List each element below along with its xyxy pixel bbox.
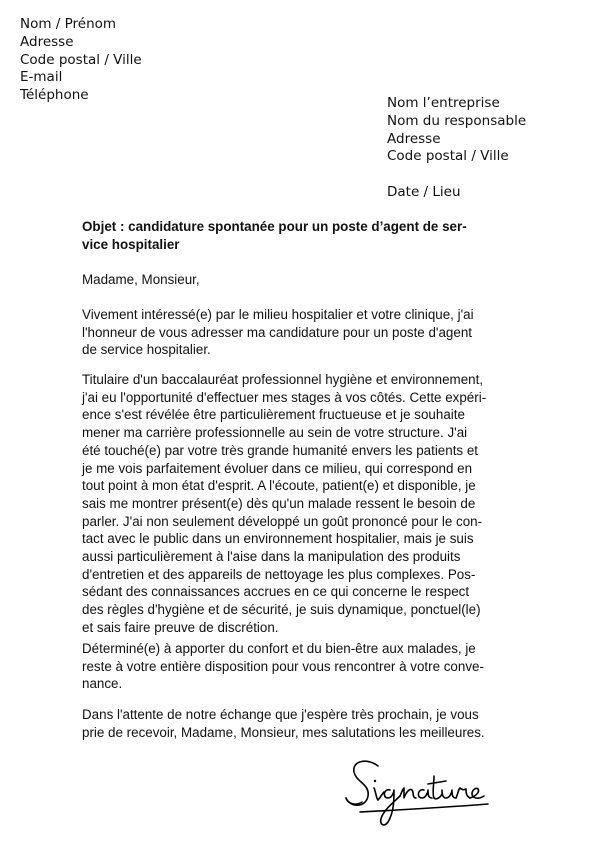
paragraph-line: l'honneur de vous adresser ma candidature pour un poste d'agent (82, 324, 472, 340)
paragraph-line: été touché(e) par votre très grande humanité envers les patients et (82, 442, 478, 458)
paragraph-line: et sais faire preuve de discrétion. (82, 619, 279, 635)
sender-name: Nom / Prénom (20, 16, 117, 32)
paragraph-experience (82, 371, 522, 637)
paragraph-line: Titulaire d'un baccalauréat professionnel hygiène et environnement, (82, 372, 484, 387)
paragraph-closing (82, 706, 522, 741)
sender-block (20, 16, 142, 105)
paragraph-line: mener ma carrière professionnelle au sein de votre structure. J'ai (82, 425, 468, 441)
paragraph-line: Déterminé(e) à apporter du confort et du bien-être aux malades, je (82, 641, 476, 656)
paragraph-line: tact avec le public dans un environnement hospitalier, mais je suis (82, 531, 474, 547)
paragraph-line: tout point à mon état d'esprit. A l'écoute, patient(e) et disponible, je (82, 478, 476, 494)
paragraph-line: des règles d'hygiène et de sécurité, je suis dynamique, ponctuel(le) (82, 602, 481, 618)
paragraph-line: je me vois parfaitement évoluer dans ce milieu, qui correspond en (82, 460, 473, 476)
paragraph-line: sédant des connaissances accrues en ce qui concerne le respect (82, 584, 470, 600)
paragraph-intro (82, 306, 522, 359)
subject-line-1: Objet : candidature spontanée pour un poste d’agent de ser- (82, 219, 467, 234)
signature-image (338, 752, 498, 832)
recipient-company: Nom l’entreprise (387, 95, 500, 111)
recipient-address: Adresse (387, 130, 441, 147)
recipient-manager: Nom du responsable (387, 112, 527, 129)
salutation: Madame, Monsieur, (82, 272, 200, 287)
paragraph-line: nance. (82, 676, 123, 692)
paragraph-line: d'entretien et des appareils de nettoyage les plus complexes. Pos- (82, 566, 476, 582)
paragraph-line: aussi particulièrement à l'aise dans la manipulation des produits (82, 549, 461, 565)
paragraph-line: Vivement intéressé(e) par le milieu hospitalier et votre clinique, j'ai (82, 307, 474, 322)
paragraph-availability (82, 640, 522, 693)
sender-postal-city: Code postal / Ville (20, 51, 142, 68)
sender-address: Adresse (20, 33, 74, 50)
subject-line-2: vice hospitalier (82, 236, 180, 252)
recipient-block (387, 95, 526, 166)
subject-line (82, 218, 522, 253)
paragraph-line: prie de recevoir, Madame, Monsieur, mes salutations les meilleures. (82, 724, 485, 740)
paragraph-line: parler. J'ai non seulement développé un goût prononcé pour le con- (82, 513, 483, 529)
paragraph-line: Dans l'attente de notre échange que j'espère très prochain, je vous (82, 707, 479, 722)
paragraph-line: j'ai eu l'opportunité d'effectuer mes stages à vos côtés. Cette expéri- (82, 389, 487, 405)
recipient-postal-city: Code postal / Ville (387, 148, 509, 165)
paragraph-line: de service hospitalier. (82, 342, 211, 358)
paragraph-line: reste à votre entière disposition pour vous rencontrer à votre conve- (82, 658, 484, 674)
sender-email: E-mail (20, 69, 63, 86)
paragraph-line: sais me montrer présent(e) dès qu'un malade ressent le besoin de (82, 495, 476, 511)
date-place: Date / Lieu (387, 184, 461, 200)
sender-phone: Téléphone (20, 87, 89, 104)
paragraph-line: ence s'est révélée être particulièrement fructueuse et je souhaite (82, 407, 465, 423)
